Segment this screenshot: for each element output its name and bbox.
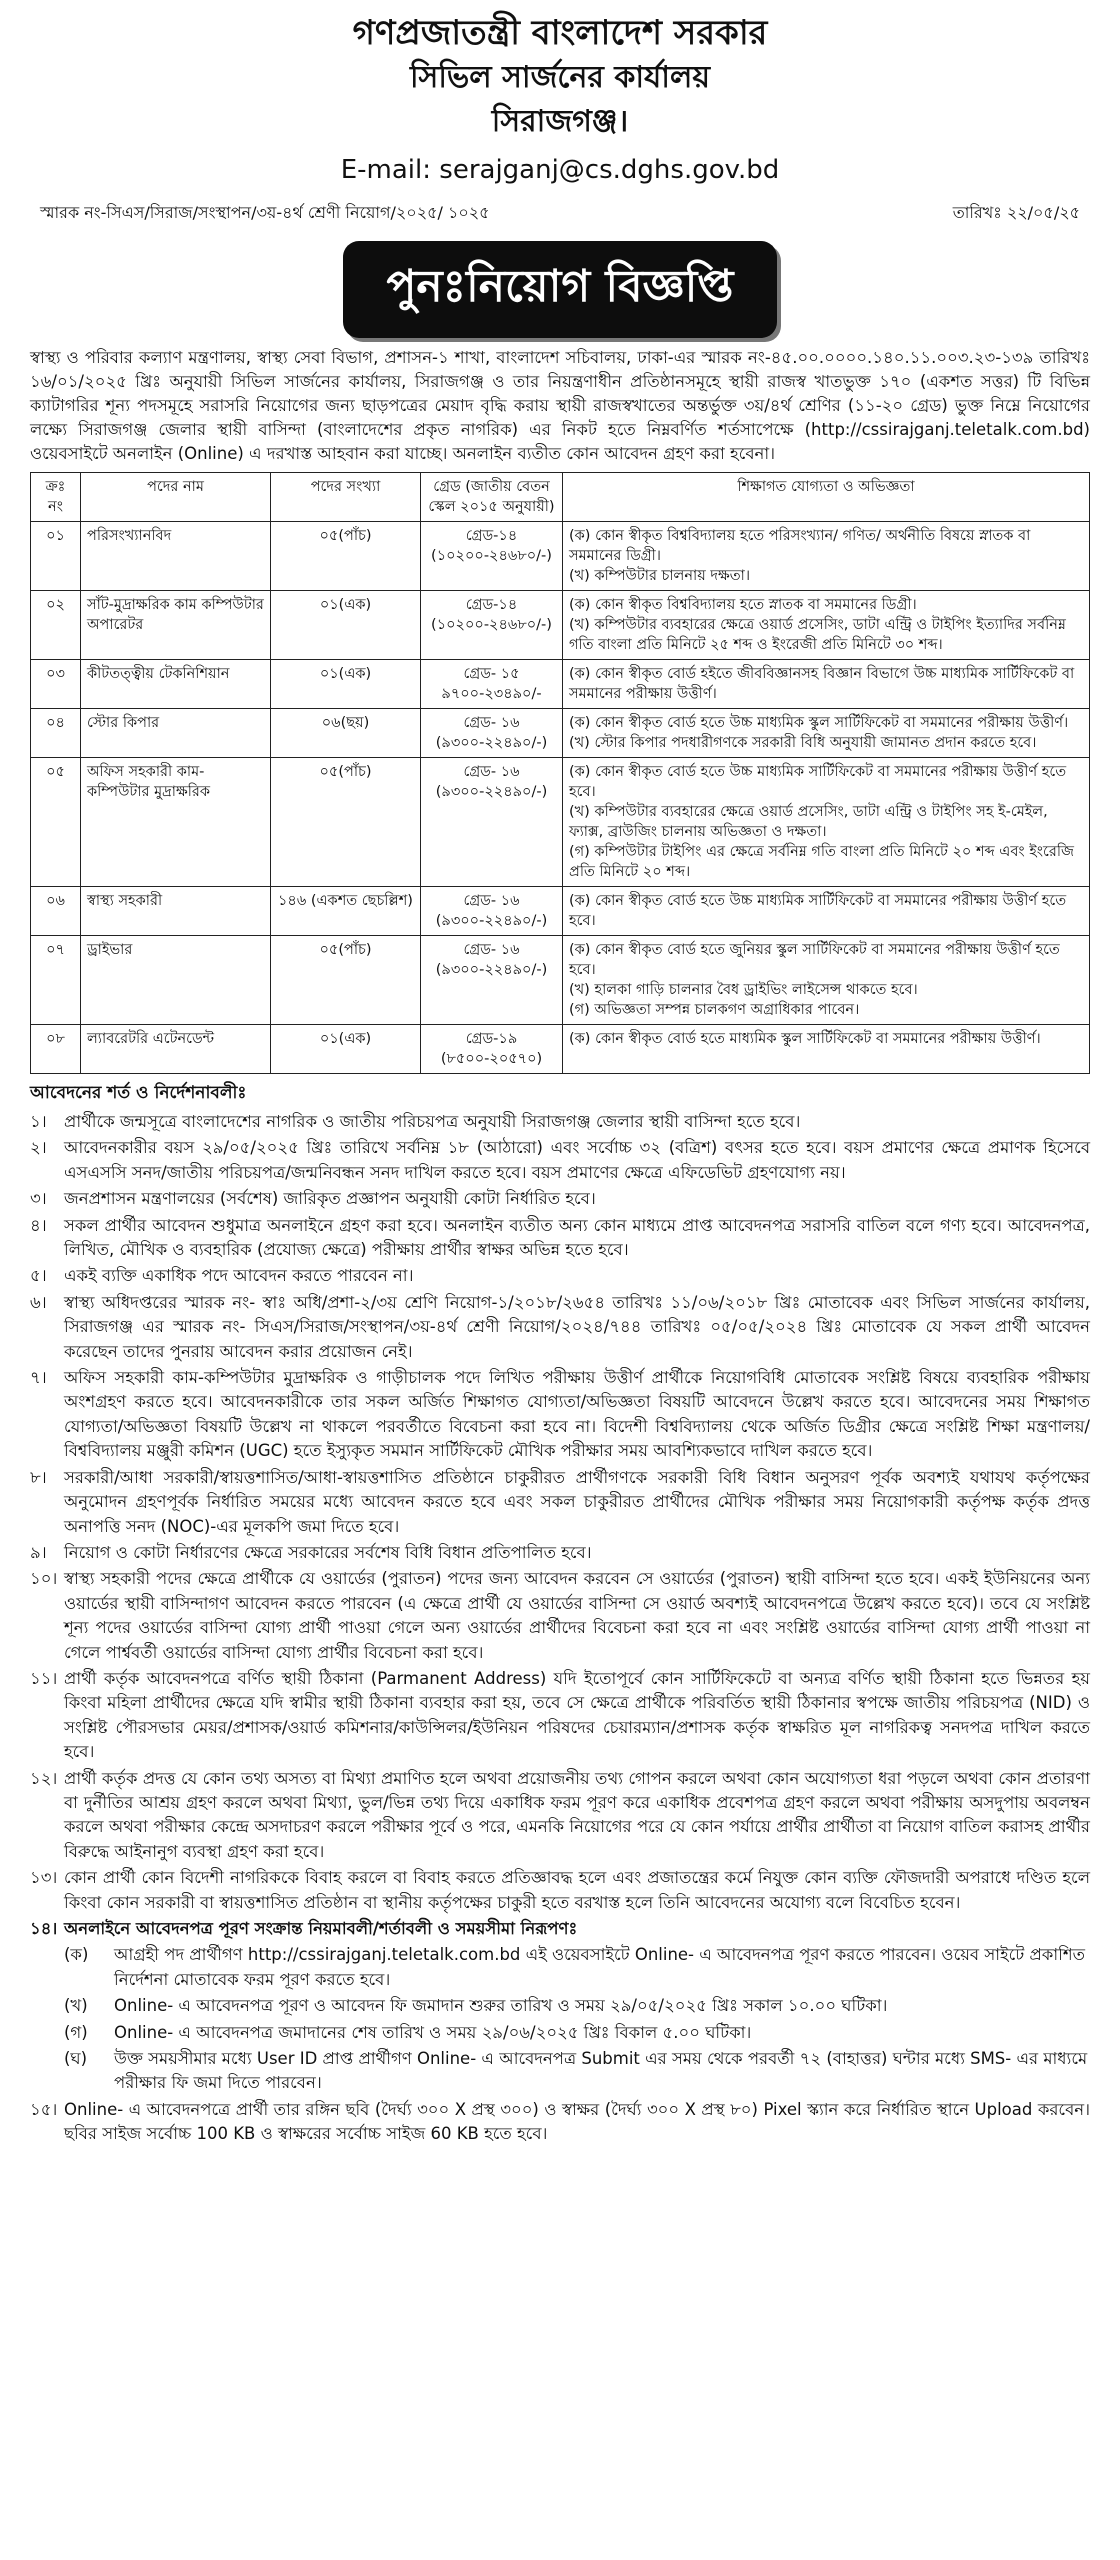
pay-scale: (১০২০০-২৪৬৮০/-) — [431, 617, 552, 633]
condition-item — [30, 1567, 1090, 1665]
online-rule-letter: (ক) — [64, 1945, 89, 1965]
cell-grade — [421, 709, 563, 758]
cell-serial: ০৩ — [31, 660, 81, 709]
pay-scale: (১০২০০-২৪৬৮০/-) — [431, 548, 552, 564]
qualification-item: (ক) কোন স্বীকৃত বিশ্ববিদ্যালয় হতে স্নাতক বা সমমানের ডিগ্রী। — [569, 597, 917, 613]
cell-grade — [421, 591, 563, 660]
condition-item — [30, 1187, 1090, 1211]
header-qualification: শিক্ষাগত যোগ্যতা ও অভিজ্ঞতা — [563, 473, 1090, 522]
condition-text: জনপ্রশাসন মন্ত্রণালয়ের (সর্বশেষ) জারিকৃত প্রজ্ঞাপন অনুযায়ী কোটা নির্ধারিত হবে। — [64, 1189, 596, 1209]
condition-text: সকল প্রার্থীর আবেদন শুধুমাত্র অনলাইনে গ্রহণ করা হবে। অনলাইন ব্যতীত অন্য কোন মাধ্যমে প্রাপ্ত আবেদনপত্র সরাসরি বাতিল বলে গণ্য হবে। আবেদনপত্র, লিখিত, মৌখিক ও ব্যবহারিক (প্রযোজ্য ক্ষেত্রে) পরীক্ষায় প্রার্থীর স্বাক্ষর অভিন্ন হতে হবে। — [64, 1215, 1090, 1260]
qualification-item: (ক) কোন স্বীকৃত বোর্ড হতে মাধ্যমিক স্কুল সার্টিফিকেট বা সমমানের পরীক্ষায় উত্তীর্ণ। — [569, 1031, 1041, 1047]
condition-item — [30, 1866, 1090, 1915]
qualification-item: (খ) হালকা গাড়ি চালনার বৈধ ড্রাইভিং লাইসেন্স থাকতে হবে। — [569, 982, 918, 998]
qualification-item: (ক) কোন স্বীকৃত বোর্ড হতে উচ্চ মাধ্যমিক সার্টিফিকেট বা সমমানের পরীক্ষায় উত্তীর্ণ হতে হবে। — [569, 764, 1067, 800]
table-row — [31, 936, 1090, 1025]
grade-label: গ্রেড- ১৬ — [463, 715, 520, 731]
cell-serial: ০৬ — [31, 887, 81, 936]
cell-count: ০৫(পাঁচ) — [271, 936, 421, 1025]
qualification-item: (খ) কম্পিউটার ব্যবহারের ক্ষেত্রে ওয়ার্ড প্রসেসিং, ডাটা এন্ট্রি ও টাইপিং সহ ই-মেইল, ফ্যাক্স, ব্রাউজিং চালনায় অভিজ্ঞতা ও দক্ষতা। — [569, 804, 1048, 840]
condition-text: নিয়োগ ও কোটা নির্ধারণের ক্ষেত্রে সরকারের সর্বশেষ বিধি বিধান প্রতিপালিত হবে। — [64, 1542, 592, 1562]
intro-paragraph: স্বাস্থ্য ও পরিবার কল্যাণ মন্ত্রণালয়, স্বাস্থ্য সেবা বিভাগ, প্রশাসন-১ শাখা, বাংলাদেশ সচিবালয়, ঢাকা-এর স্মারক নং-৪৫.০০.০০০০.১৪০.১১.০০৩.২৩-১৩৯ তারিখঃ ১৬/০১/২০২৫ খ্রিঃ অনুযায়ী সিভিল সার্জনের কার্যালয়, সিরাজগঞ্জ ও তার নিয়ন্ত্রণাধীন প্রতিষ্ঠানসমূহে স্থায়ী রাজস্ব খাতভুক্ত ১৭০ (একশত সত্তর) টি বিভিন্ন ক্যাটাগরির শূন্য পদসমূহে সরাসরি নিয়োগের জন্য ছাড়পত্রের মেয়াদ বৃদ্ধি করায় স্থায়ী রাজস্বখাতের অন্তর্ভুক্ত ৩য়/৪র্থ শ্রেণির (১১-২০ গ্রেড) ভুক্ত নিম্নে নিয়োগের লক্ষ্যে সিরাজগঞ্জ জেলার স্থায়ী বাসিন্দা (বাংলাদেশের প্রকৃত নাগরিক) এর নিকট হতে নিম্নবর্ণিত শর্তসাপেক্ষে (http://cssirajganj.teletalk.com.bd) ওয়েবসাইটে অনলাইন (Online) এ দরখাস্ত আহবান করা যাচ্ছে। অনলাইন ব্যতীত কোন আবেদন গ্রহণ করা হবেনা। — [30, 348, 1090, 463]
condition-text: Online- এ আবেদনপত্রে প্রার্থী তার রঙ্গিন ছবি (দৈর্ঘ্য ৩০০ X প্রস্থ ৩০০) ও স্বাক্ষর (দৈর্ঘ্য ৩০০ X প্রস্থ ৮০) Pixel স্ক্যান করে নির্ধারিত স্থানে Upload করবেন। ছবির সাইজ সর্বোচ্চ 100 KB ও স্বাক্ষরের সর্বোচ্চ সাইজ 60 KB হতে হবে। — [64, 2099, 1090, 2144]
online-rule-item — [64, 1943, 1090, 1992]
table-header-row — [31, 473, 1090, 522]
online-rules-heading — [30, 1917, 1090, 1941]
online-rules-title: অনলাইনে আবেদনপত্র পূরণ সংক্রান্ত নিয়মাবলী/শর্তাবলী ও সময়সীমা নিরূপণঃ — [64, 1919, 578, 1938]
condition-number: ১০। — [30, 1569, 58, 1589]
cell-count: ০১(এক) — [271, 1025, 421, 1074]
cell-qualification — [563, 758, 1090, 887]
letterhead — [30, 10, 1090, 190]
condition-text: প্রার্থী কর্তৃক প্রদত্ত যে কোন তথ্য অসত্য বা মিথ্যা প্রমাণিত হলে অথবা প্রয়োজনীয় তথ্য গোপন করলে অথবা কোন অযোগ্যতা ধরা পড়লে অথবা কোন প্রতারণা বা দুর্নীতির আশ্রয় গ্রহণ করলে অথবা মিথ্যা, ভুল/ভিন্ন তথ্য দিয়ে একাধিক ফরম পূরণ করে একাধিক প্রবেশপত্র গ্রহণ করলে অথবা পরীক্ষায় অসদুপায় অবলম্বন করলে অথবা পরীক্ষার কেন্দ্রে অসদাচরণ করলে পরীক্ষার পূর্বে ও পরে, এমনকি নিয়োগের পরে যে কোন পর্যায়ে প্রার্থীর প্রার্থীতা বা নিয়োগ বাতিল করাসহ প্রার্থীর বিরুদ্ধে আইনানুগ ব্যবস্থা গ্রহণ করা হবে। — [64, 1768, 1090, 1861]
condition-number: ১১। — [30, 1668, 58, 1688]
cell-qualification — [563, 522, 1090, 591]
cell-post: সাঁট-মুদ্রাক্ষরিক কাম কম্পিউটার অপারেটর — [81, 591, 271, 660]
qualification-item: (ক) কোন স্বীকৃত বোর্ড হতে উচ্চ মাধ্যমিক স্কুল সার্টিফিকেট বা সমমানের পরীক্ষায় উত্তীর্ণ। — [569, 715, 1069, 731]
conditions-title: আবেদনের শর্ত ও নির্দেশনাবলীঃ — [30, 1083, 247, 1103]
condition-number: ৮। — [30, 1467, 47, 1487]
qualification-item: (ক) কোন স্বীকৃত বিশ্ববিদ্যালয় হতে পরিসংখ্যান/ গণিত/ অর্থনীতি বিষয়ে স্নাতক বা সমমানের ডিগ্রী। — [569, 528, 1031, 564]
cell-serial: ০১ — [31, 522, 81, 591]
cell-post: কীটতত্ত্বীয় টেকনিশিয়ান — [81, 660, 271, 709]
pay-scale: ৯৭০০-২৩৪৯০/- — [441, 686, 542, 702]
condition-text: স্বাস্থ্য অধিদপ্তরের স্মারক নং- স্বাঃ অধি/প্রশা-২/৩য় শ্রেণি নিয়োগ-১/২০১৮/২৬৫৪ তারিখঃ ১১/০৬/২০১৮ খ্রিঃ মোতাবেক এবং সিভিল সার্জনের কার্যালয়, সিরাজগঞ্জ এর স্মারক নং- সিএস/সিরাজ/সংস্থাপন/৩য়-৪র্থ শ্রেণী নিয়োগ/২০২৪/৭৪৪ তারিখঃ ০৫/০৫/২০২৪ খ্রিঃ মোতাবেক যে সকল প্রার্থী আবেদন করেছেন তাদের পুনরায় আবেদন করার প্রয়োজন নেই। — [64, 1292, 1090, 1361]
grade-label: গ্রেড-১৪ — [465, 597, 518, 613]
online-rule-item — [64, 2047, 1090, 2096]
online-rule-letter: (গ) — [64, 2022, 88, 2042]
condition-text: স্বাস্থ্য সহকারী পদের ক্ষেত্রে প্রার্থীকে যে ওয়ার্ডের (পুরাতন) পদের জন্য আবেদন করবেন সে ওয়ার্ডের (পুরাতন) স্থায়ী বাসিন্দা হতে হবে। একই ইউনিয়নের অন্য ওয়ার্ডের স্থায়ী বাসিন্দাগণ আবেদন করতে পারবেন (এ ক্ষেত্রে প্রার্থী যে ওয়ার্ডের বাসিন্দা সে ওয়ার্ড অবশ্যই আবেদনপত্রে উল্লেখ করতে হবে)। তবে যে সংশ্লিষ্ট শূন্য পদের ওয়ার্ডের বাসিন্দা যোগ্য প্রার্থী পাওয়া গেলে অন্য ওয়ার্ডের প্রার্থীদের বিবেচনা করা হবে না এবং সংশ্লিষ্ট ওয়ার্ডের বাসিন্দা যোগ্য প্রার্থী পাওয়া না গেলে পার্শ্ববর্তী ওয়ার্ডের বাসিন্দা যোগ্য প্রার্থীর বিবেচনা করা হবে। — [64, 1569, 1090, 1662]
qualification-item: (গ) অভিজ্ঞতা সম্পন্ন চালকগণ অগ্রাধিকার পাবেন। — [569, 1002, 860, 1018]
cell-qualification — [563, 709, 1090, 758]
condition-item — [30, 1291, 1090, 1364]
banner-wrap — [30, 241, 1090, 338]
header-serial: ক্রঃ নং — [31, 473, 81, 522]
cell-qualification — [563, 1025, 1090, 1074]
online-rule-text: Online- এ আবেদনপত্র জমাদানের শেষ তারিখ ও সময় ২৯/০৬/২০২৫ খ্রিঃ বিকাল ৫.০০ ঘটিকা। — [114, 2022, 752, 2042]
online-rule-text: Online- এ আবেদনপত্র পূরণ ও আবেদন ফি জমাদান শুরুর তারিখ ও সময় ২৯/০৫/২০২৫ খ্রিঃ সকাল ১০.০০ ঘটিকা। — [114, 1996, 888, 2016]
office-title: সিভিল সার্জনের কার্যালয় — [409, 60, 711, 95]
table-row — [31, 1025, 1090, 1074]
cell-grade — [421, 522, 563, 591]
header-count: পদের সংখ্যা — [271, 473, 421, 522]
cell-count: ০৫(পাঁচ) — [271, 522, 421, 591]
pay-scale: (৯৩০০-২২৪৯০/-) — [435, 913, 548, 929]
cell-grade — [421, 887, 563, 936]
cell-post: স্টোর কিপার — [81, 709, 271, 758]
condition-number: ৩। — [30, 1189, 47, 1209]
cell-serial: ০২ — [31, 591, 81, 660]
grade-label: গ্রেড- ১৬ — [463, 764, 520, 780]
condition-number: ৭। — [30, 1368, 47, 1388]
table-row — [31, 591, 1090, 660]
condition-text: অফিস সহকারী কাম-কম্পিউটার মুদ্রাক্ষরিক ও গাড়ীচালক পদে লিখিত পরীক্ষায় উত্তীর্ণ প্রার্থীকে নিয়োগবিধি মোতাবেক সংশ্লিষ্ট বিষয়ে ব্যবহারিক পরীক্ষায় অংশগ্রহণ করতে হবে। আবেদনকারীকে তার সকল অর্জিত শিক্ষাগত যোগ্যতা/অভিজ্ঞতা বিষয়টি আবেদনে উল্লেখ করতে হবে। আবেদনের সময় শিক্ষাগত যোগ্যতা/অভিজ্ঞতা বিষয়টি উল্লেখ না থাকলে পরবর্তীতে বিবেচনা করা হবে না। বিদেশী বিশ্ববিদ্যালয় থেকে অর্জিত ডিগ্রীর ক্ষেত্রে সংশ্লিষ্ট শিক্ষা মন্ত্রণালয়/বিশ্ববিদ্যালয় মঞ্জুরী কমিশন (UGC) হতে ইস্যুকৃত সমমান সার্টিফিকেট মৌখিক পরীক্ষার সময় আবশ্যিকভাবে দাখিল করতে হবে। — [64, 1368, 1090, 1461]
condition-item — [30, 1767, 1090, 1865]
condition-number: ২। — [30, 1138, 47, 1158]
cell-post: অফিস সহকারী কাম-কম্পিউটার মুদ্রাক্ষরিক — [81, 758, 271, 887]
condition-item — [30, 1264, 1090, 1288]
cell-post: পরিসংখ্যানবিদ — [81, 522, 271, 591]
grade-label: গ্রেড-১৪ — [465, 528, 518, 544]
header-grade: গ্রেড (জাতীয় বেতন স্কেল ২০১৫ অনুযায়ী) — [421, 473, 563, 522]
cell-count: ০৬(ছয়) — [271, 709, 421, 758]
pay-scale: (৯৩০০-২২৪৯০/-) — [435, 784, 548, 800]
cell-grade — [421, 660, 563, 709]
condition-number: ১৩। — [30, 1868, 58, 1888]
memo-date: তারিখঃ ২২/০৫/২৫ — [952, 203, 1080, 222]
condition-item — [30, 2098, 1090, 2147]
cell-count: ০১(এক) — [271, 591, 421, 660]
cell-grade — [421, 936, 563, 1025]
cell-count: ০১(এক) — [271, 660, 421, 709]
cell-serial: ০৭ — [31, 936, 81, 1025]
online-rule-letter: (খ) — [64, 1996, 88, 2016]
notice-banner: পুনঃনিয়োগ বিজ্ঞপ্তি — [343, 241, 778, 338]
cell-qualification — [563, 887, 1090, 936]
condition-text: একই ব্যক্তি একাধিক পদে আবেদন করতে পারবেন না। — [64, 1266, 414, 1286]
online-rule-text: আগ্রহী পদ প্রার্থীগণ http://cssirajganj.teletalk.com.bd এই ওয়েবসাইটে Online- এ আবেদনপত্র পূরণ করতে পারবেন। ওয়েব সাইটে প্রকাশিত নির্দেশনা মোতাবেক ফরম পূরণ করতে হবে। — [114, 1945, 1085, 1989]
office-email: E-mail: serajganj@cs.dghs.gov.bd — [340, 155, 780, 185]
pay-scale: (৯৩০০-২২৪৯০/-) — [435, 735, 548, 751]
online-rule-letter: (ঘ) — [64, 2049, 88, 2069]
condition-item — [30, 1136, 1090, 1185]
condition-text: প্রার্থী কর্তৃক আবেদনপত্রে বর্ণিত স্থায়ী ঠিকানা (Parmanent Address) যদি ইতোপূর্বে কোন সার্টিফিকেটে বা অন্যত্র বর্ণিত স্থায়ী ঠিকানা হতে ভিন্নতর হয় কিংবা মহিলা প্রার্থীদের ক্ষেত্রে যদি স্বামীর স্থায়ী ঠিকানা ব্যবহার করা হয়, তবে সে ক্ষেত্রে প্রার্থীকে পরিবর্তিত স্থায়ী ঠিকানার স্বপক্ষে জাতীয় পরিচয়পত্র (NID) ও সংশ্লিষ্ট পৌরসভার মেয়র/প্রশাসক/ওয়ার্ড কমিশনার/কাউন্সিলর/ইউনিয়ন পরিষদের চেয়ারম্যান/প্রশাসক কর্তৃক স্বাক্ষরিত মূল নাগরিকত্ব সনদপত্র দাখিল করতে হবে। — [64, 1668, 1090, 1762]
condition-item — [30, 1541, 1090, 1565]
condition-number: ৯। — [30, 1542, 47, 1562]
online-rule-text: উক্ত সময়সীমার মধ্যে User ID প্রাপ্ত প্রার্থীগণ Online- এ আবেদনপত্র Submit এর সময় থেকে পরবর্তী ৭২ (বাহাত্তর) ঘন্টার মধ্যে SMS- এর মাধ্যমে পরীক্ষার ফি জমা দিতে পারবেন। — [114, 2049, 1088, 2093]
grade-label: গ্রেড-১৯ — [465, 1031, 518, 1047]
condition-number: ১৪। — [30, 1919, 58, 1938]
qualification-item: (খ) কম্পিউটার চালনায় দক্ষতা। — [569, 568, 751, 584]
cell-qualification — [563, 660, 1090, 709]
condition-item — [30, 1214, 1090, 1263]
condition-text: আবেদনকারীর বয়স ২৯/০৫/২০২৫ খ্রিঃ তারিখে সর্বনিম্ন ১৮ (আঠারো) এবং সর্বোচ্চ ৩২ (বত্রিশ) বৎসর হতে হবে। বয়স প্রমাণের ক্ষেত্রে প্রমাণক হিসেবে এসএসসি সনদ/জাতীয় পরিচয়পত্র/জন্মনিবন্ধন সনদ দাখিল করতে হবে। বয়স প্রমাণের ক্ষেত্রে এফিডেভিট গ্রহণযোগ্য নয়। — [64, 1138, 1090, 1182]
cell-post: ড্রাইভার — [81, 936, 271, 1025]
condition-number: ৪। — [30, 1215, 47, 1235]
table-row — [31, 660, 1090, 709]
table-row — [31, 709, 1090, 758]
cell-grade — [421, 758, 563, 887]
cell-qualification — [563, 591, 1090, 660]
grade-label: গ্রেড- ১৫ — [463, 666, 520, 682]
qualification-item: (ক) কোন স্বীকৃত বোর্ড হতে উচ্চ মাধ্যমিক সার্টিফিকেট বা সমমানের পরীক্ষায় উত্তীর্ণ হতে হবে। — [569, 893, 1067, 929]
qualification-item: (খ) স্টোর কিপার পদধারীগণকে সরকারী বিধি অনুযায়ী জামানত প্রদান করতে হবে। — [569, 735, 1037, 751]
condition-text: কোন প্রার্থী কোন বিদেশী নাগরিককে বিবাহ করলে বা বিবাহ করতে প্রতিজ্ঞাবদ্ধ হলে এবং প্রজাতন্ত্রের কর্মে নিযুক্ত কোন ব্যক্তি ফৌজদারী অপরাধে দণ্ডিত হলে কিংবা কোন সরকারী বা স্বায়ত্তশাসিত প্রতিষ্ঠান বা স্থানীয় কর্তৃপক্ষের চাকুরী হতে বরখাস্ত হলে তিনি আবেদনের অযোগ্য বলে বিবেচিত হবেন। — [64, 1868, 1090, 1912]
condition-text: প্রার্থীকে জন্মসূত্রে বাংলাদেশের নাগরিক ও জাতীয় পরিচয়পত্র অনুযায়ী সিরাজগঞ্জ জেলার স্থায়ী বাসিন্দা হতে হবে। — [64, 1112, 801, 1131]
pay-scale: (৯৩০০-২২৪৯০/-) — [435, 962, 548, 978]
cell-post: স্বাস্থ্য সহকারী — [81, 887, 271, 936]
cell-qualification — [563, 936, 1090, 1025]
cell-count: ১৪৬ (একশত ছেচল্লিশ) — [271, 887, 421, 936]
grade-label: গ্রেড- ১৬ — [463, 942, 520, 958]
conditions-list — [30, 1110, 1090, 2147]
table-row — [31, 758, 1090, 887]
condition-number: ৬। — [30, 1292, 47, 1312]
condition-item — [30, 1366, 1090, 1464]
cell-serial: ০৫ — [31, 758, 81, 887]
cell-grade — [421, 1025, 563, 1074]
memo-number: স্মারক নং-সিএস/সিরাজ/সংস্থাপন/৩য়-৪র্থ শ্রেণী নিয়োগ/২০২৫/ ১০২৫ — [40, 203, 490, 222]
grade-label: গ্রেড- ১৬ — [463, 893, 520, 909]
table-row — [31, 887, 1090, 936]
qualification-item: (ক) কোন স্বীকৃত বোর্ড হইতে জীববিজ্ঞানসহ বিজ্ঞান বিভাগে উচ্চ মাধ্যমিক সার্টিফিকেট বা সমমানের পরীক্ষায় উত্তীর্ণ। — [569, 666, 1075, 702]
condition-number: ১২। — [30, 1768, 58, 1788]
condition-number: ১। — [30, 1112, 47, 1131]
reference-row — [40, 200, 1080, 227]
condition-item — [30, 1667, 1090, 1765]
qualification-item: (গ) কম্পিউটার টাইপিং এর ক্ষেত্রে সর্বনিম্ন গতি বাংলা প্রতি মিনিটে ২০ শব্দ এবং ইংরেজি প্রতি মিনিটে ২০ শব্দ। — [569, 844, 1074, 880]
cell-count: ০৫(পাঁচ) — [271, 758, 421, 887]
qualification-item: (খ) কম্পিউটার ব্যবহারের ক্ষেত্রে ওয়ার্ড প্রসেসিং, ডাটা এন্ট্রি ও টাইপিং ইত্যাদির সর্বনিম্ন গতি বাংলা প্রতি মিনিটে ২৫ শব্দ ও ইংরেজী প্রতি মিনিটে ৩০ শব্দ। — [569, 617, 1066, 653]
condition-item — [30, 1466, 1090, 1539]
online-rule-item — [64, 2021, 1090, 2045]
government-title: গণপ্রজাতন্ত্রী বাংলাদেশ সরকার — [352, 13, 768, 53]
table-row — [31, 522, 1090, 591]
cell-serial: ০৪ — [31, 709, 81, 758]
district-title: সিরাজগঞ্জ। — [491, 104, 629, 139]
cell-serial: ০৮ — [31, 1025, 81, 1074]
condition-text: সরকারী/আধা সরকারী/স্বায়ত্তশাসিত/আধা-স্বায়ত্তশাসিত প্রতিষ্ঠানে চাকুরীরত প্রার্থীগণকে সরকারী বিধি বিধান অনুসরণ পূর্বক অবশ্যই যথাযথ কর্তৃপক্ষের অনুমোদন গ্রহণপূর্বক নির্ধারিত সময়ের মধ্যে আবেদন করতে হবে এবং সকল চাকুরীরত প্রার্থীদের মৌখিক পরীক্ষার সময় নিয়োগকারী কর্তৃপক্ষ কর্তৃক প্রদত্ত অনাপত্তি সনদ (NOC)-এর মূলকপি জমা দিতে হবে। — [64, 1467, 1090, 1536]
condition-number: ১৫। — [30, 2099, 58, 2119]
posts-table — [30, 472, 1090, 1074]
condition-number: ৫। — [30, 1266, 47, 1286]
condition-item — [30, 1110, 1090, 1134]
online-rule-item — [64, 1994, 1090, 2018]
cell-post: ল্যাবরেটরি এটেনডেন্ট — [81, 1025, 271, 1074]
pay-scale: (৮৫০০-২০৫৭০) — [440, 1051, 543, 1067]
header-post: পদের নাম — [81, 473, 271, 522]
qualification-item: (ক) কোন স্বীকৃত বোর্ড হতে জুনিয়র স্কুল সার্টিফিকেট বা সমমানের পরীক্ষায় উত্তীর্ণ হতে হবে। — [569, 942, 1060, 978]
